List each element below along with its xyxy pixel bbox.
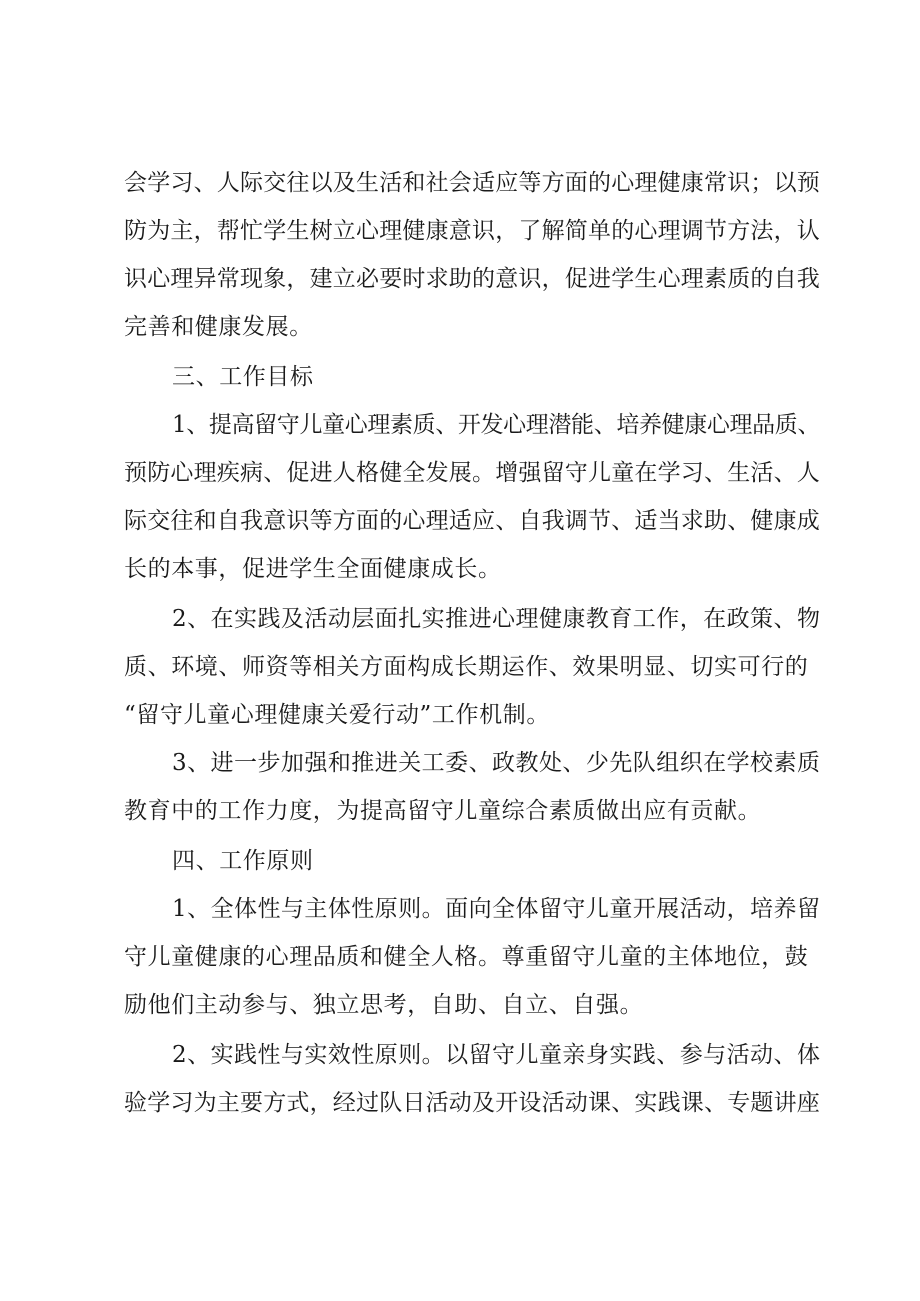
- text-line: 际交往和自我意识等方面的心理适应、自我调节、适当求助、健康成: [124, 508, 820, 534]
- text-line: 预防心理疾病、促进人格健全发展。增强留守儿童在学习、生活、人: [124, 460, 820, 486]
- text-line: 2、实践性与实效性原则。以留守儿童亲身实践、参与活动、体: [172, 1042, 821, 1068]
- text-line: 教育中的工作力度，为提高留守儿童综合素质做出应有贡献。: [124, 798, 762, 824]
- text-line: 1、全体性与主体性原则。面向全体留守儿童开展活动，培养留: [172, 896, 821, 922]
- text-line: 1、提高留守儿童心理素质、开发心理潜能、培养健康心理品质、: [172, 412, 821, 438]
- text-line: 质、环境、师资等相关方面构成长期运作、效果明显、切实可行的: [124, 654, 809, 680]
- text-line: 识心理异常现象，建立必要时求助的意识，促进学生心理素质的自我: [124, 266, 820, 292]
- section-heading: 四、工作原则: [172, 848, 314, 874]
- text-line: 完善和健康发展。: [124, 314, 313, 340]
- text-line: 长的本事，促进学生全面健康成长。: [124, 556, 502, 582]
- text-line: 3、进一步加强和推进关工委、政教处、少先队组织在学校素质: [172, 750, 821, 776]
- text-line: 防为主，帮忙学生树立心理健康意识，了解简单的心理调节方法，认: [124, 218, 820, 244]
- text-line: 验学习为主要方式，经过队日活动及开设活动课、实践课、专题讲座: [124, 1090, 820, 1116]
- text-line: “留守儿童心理健康关爱行动”工作机制。: [124, 702, 550, 728]
- text-line: 励他们主动参与、独立思考，自助、自立、自强。: [124, 992, 644, 1018]
- text-line: 2、在实践及活动层面扎实推进心理健康教育工作，在政策、物: [172, 606, 821, 632]
- text-line: 会学习、人际交往以及生活和社会适应等方面的心理健康常识；以预: [124, 170, 820, 196]
- text-line: 守儿童健康的心理品质和健全人格。尊重留守儿童的主体地位，鼓: [124, 944, 809, 970]
- section-heading: 三、工作目标: [172, 364, 314, 390]
